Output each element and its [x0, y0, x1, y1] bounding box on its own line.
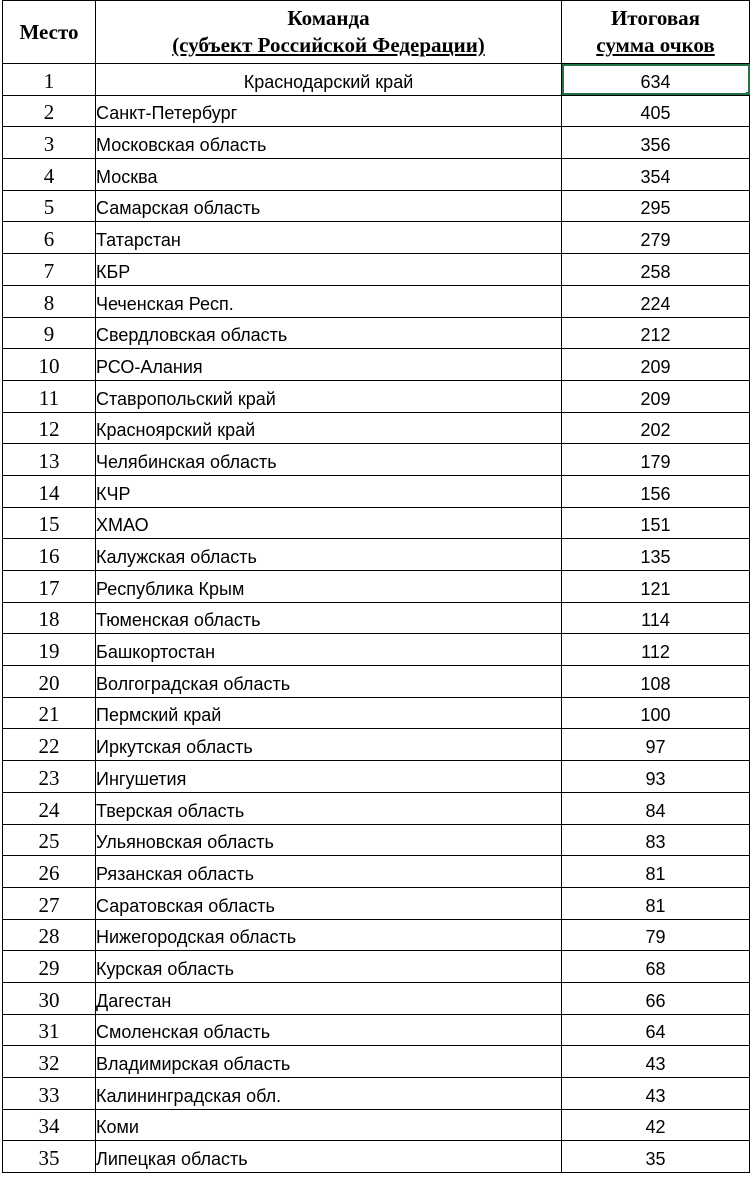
team-cell[interactable]: Калужская область [96, 539, 562, 571]
table-row [3, 919, 750, 951]
score-cell[interactable]: 112 [562, 634, 750, 666]
team-cell[interactable]: Краснодарский край [96, 64, 562, 96]
place-cell[interactable]: 31 [3, 1014, 96, 1046]
score-cell[interactable]: 202 [562, 412, 750, 444]
place-cell[interactable]: 33 [3, 1078, 96, 1110]
table-row [3, 1078, 750, 1110]
team-cell[interactable]: ХМАО [96, 507, 562, 539]
table-row [3, 951, 750, 983]
table-row [3, 285, 750, 317]
table-row [3, 634, 750, 666]
fill-handle[interactable] [746, 92, 750, 96]
table-row [3, 571, 750, 603]
place-cell[interactable]: 8 [3, 285, 96, 317]
table-row [3, 761, 750, 793]
place-cell[interactable]: 3 [3, 127, 96, 159]
place-cell[interactable]: 2 [3, 95, 96, 127]
header-score-line1: Итоговая [610, 6, 701, 30]
table-row [3, 602, 750, 634]
table-row [3, 824, 750, 856]
team-cell[interactable]: Республика Крым [96, 571, 562, 603]
place-cell[interactable]: 13 [3, 444, 96, 476]
score-cell[interactable]: 354 [562, 159, 750, 191]
place-cell[interactable]: 19 [3, 634, 96, 666]
place-cell[interactable]: 17 [3, 571, 96, 603]
place-cell[interactable]: 1 [3, 64, 96, 96]
header-score-line2: сумма очков [596, 33, 715, 57]
table-row [3, 666, 750, 698]
score-cell-selected[interactable]: 634 [562, 64, 750, 96]
table-row [3, 1046, 750, 1078]
score-cell[interactable]: 93 [562, 761, 750, 793]
team-cell[interactable]: Владимирская область [96, 1046, 562, 1078]
score-cell[interactable]: 83 [562, 824, 750, 856]
table-row [3, 317, 750, 349]
table-row [3, 95, 750, 127]
table-row [3, 475, 750, 507]
place-cell[interactable]: 25 [3, 824, 96, 856]
score-cell[interactable]: 212 [562, 317, 750, 349]
team-cell[interactable]: КЧР [96, 475, 562, 507]
team-cell[interactable]: Свердловская область [96, 317, 562, 349]
team-cell[interactable]: Иркутская область [96, 729, 562, 761]
table-row [3, 412, 750, 444]
team-cell[interactable]: Тверская область [96, 792, 562, 824]
team-cell[interactable]: Липецкая область [96, 1141, 562, 1173]
score-cell[interactable]: 84 [562, 792, 750, 824]
team-cell[interactable]: Пермский край [96, 697, 562, 729]
score-cell[interactable]: 35 [562, 1141, 750, 1173]
table-row [3, 507, 750, 539]
team-cell[interactable]: Ульяновская область [96, 824, 562, 856]
place-cell[interactable]: 16 [3, 539, 96, 571]
place-cell[interactable]: 27 [3, 887, 96, 919]
score-cell[interactable]: 209 [562, 380, 750, 412]
place-cell[interactable]: 11 [3, 380, 96, 412]
table-row [3, 1109, 750, 1141]
table-row [3, 856, 750, 888]
place-cell[interactable]: 30 [3, 982, 96, 1014]
team-cell[interactable]: Курская область [96, 951, 562, 983]
place-cell[interactable]: 7 [3, 254, 96, 286]
table-row [3, 1141, 750, 1173]
table-row [3, 64, 750, 96]
team-cell[interactable]: Рязанская область [96, 856, 562, 888]
header-place[interactable] [3, 1, 96, 64]
table-row [3, 539, 750, 571]
score-cell[interactable]: 258 [562, 254, 750, 286]
score-cell[interactable]: 66 [562, 982, 750, 1014]
place-cell[interactable]: 10 [3, 349, 96, 381]
score-cell[interactable]: 100 [562, 697, 750, 729]
team-cell[interactable]: Санкт-Петербург [96, 95, 562, 127]
place-cell[interactable]: 9 [3, 317, 96, 349]
place-cell[interactable]: 20 [3, 666, 96, 698]
team-cell[interactable]: Красноярский край [96, 412, 562, 444]
score-cell[interactable]: 279 [562, 222, 750, 254]
place-cell[interactable]: 35 [3, 1141, 96, 1173]
team-cell[interactable]: Смоленская область [96, 1014, 562, 1046]
table-row [3, 444, 750, 476]
place-cell[interactable]: 34 [3, 1109, 96, 1141]
score-cell[interactable]: 151 [562, 507, 750, 539]
place-cell[interactable]: 14 [3, 475, 96, 507]
team-cell[interactable]: Коми [96, 1109, 562, 1141]
team-cell[interactable]: Татарстан [96, 222, 562, 254]
place-cell[interactable]: 6 [3, 222, 96, 254]
place-cell[interactable]: 5 [3, 190, 96, 222]
place-cell[interactable]: 4 [3, 159, 96, 191]
score-cell[interactable]: 114 [562, 602, 750, 634]
score-cell[interactable]: 295 [562, 190, 750, 222]
score-cell[interactable]: 135 [562, 539, 750, 571]
header-place-label: Место [19, 19, 79, 44]
place-cell[interactable]: 32 [3, 1046, 96, 1078]
header-team-line2: (субъект Российской Федерации) [172, 33, 485, 57]
place-cell[interactable]: 15 [3, 507, 96, 539]
score-cell[interactable]: 81 [562, 887, 750, 919]
table-row [3, 222, 750, 254]
table-row [3, 887, 750, 919]
score-cell[interactable]: 68 [562, 951, 750, 983]
place-cell[interactable]: 21 [3, 697, 96, 729]
team-cell[interactable]: Москва [96, 159, 562, 191]
place-cell[interactable]: 23 [3, 761, 96, 793]
place-cell[interactable]: 12 [3, 412, 96, 444]
score-cell[interactable]: 209 [562, 349, 750, 381]
table-row [3, 349, 750, 381]
score-cell[interactable]: 156 [562, 475, 750, 507]
place-cell[interactable]: 24 [3, 792, 96, 824]
score-cell[interactable]: 43 [562, 1046, 750, 1078]
results-table [2, 0, 750, 1173]
score-cell[interactable]: 43 [562, 1078, 750, 1110]
table-row [3, 697, 750, 729]
place-cell[interactable]: 22 [3, 729, 96, 761]
team-cell[interactable]: Тюменская область [96, 602, 562, 634]
score-cell[interactable]: 121 [562, 571, 750, 603]
table-row [3, 792, 750, 824]
header-score[interactable] [562, 1, 750, 64]
score-cell[interactable]: 81 [562, 856, 750, 888]
table-row [3, 254, 750, 286]
team-cell[interactable]: КБР [96, 254, 562, 286]
team-cell[interactable]: Московская область [96, 127, 562, 159]
score-cell[interactable]: 108 [562, 666, 750, 698]
score-cell[interactable]: 356 [562, 127, 750, 159]
score-cell[interactable]: 79 [562, 919, 750, 951]
team-cell[interactable]: Дагестан [96, 982, 562, 1014]
table-row [3, 127, 750, 159]
score-cell[interactable]: 179 [562, 444, 750, 476]
score-cell[interactable]: 97 [562, 729, 750, 761]
team-cell[interactable]: Ставропольский край [96, 380, 562, 412]
team-cell[interactable]: Калининградская обл. [96, 1078, 562, 1110]
team-cell[interactable]: Саратовская область [96, 887, 562, 919]
table-row [3, 1014, 750, 1046]
team-cell[interactable]: РСО-Алания [96, 349, 562, 381]
team-cell[interactable]: Башкортостан [96, 634, 562, 666]
table-row [3, 380, 750, 412]
score-cell[interactable]: 224 [562, 285, 750, 317]
table-row [3, 982, 750, 1014]
header-team-line1: Команда [287, 6, 370, 30]
score-cell[interactable]: 405 [562, 95, 750, 127]
table-body [3, 64, 750, 1173]
score-cell[interactable]: 42 [562, 1109, 750, 1141]
score-cell[interactable]: 64 [562, 1014, 750, 1046]
place-cell[interactable]: 28 [3, 919, 96, 951]
table-row [3, 159, 750, 191]
team-cell[interactable]: Чеченская Респ. [96, 285, 562, 317]
team-cell[interactable]: Челябинская область [96, 444, 562, 476]
table-row [3, 729, 750, 761]
team-cell[interactable]: Волгоградская область [96, 666, 562, 698]
team-cell[interactable]: Самарская область [96, 190, 562, 222]
team-cell[interactable]: Ингушетия [96, 761, 562, 793]
table-row [3, 190, 750, 222]
header-team[interactable] [96, 1, 562, 64]
header-row [3, 1, 750, 64]
place-cell[interactable]: 29 [3, 951, 96, 983]
place-cell[interactable]: 18 [3, 602, 96, 634]
place-cell[interactable]: 26 [3, 856, 96, 888]
team-cell[interactable]: Нижегородская область [96, 919, 562, 951]
